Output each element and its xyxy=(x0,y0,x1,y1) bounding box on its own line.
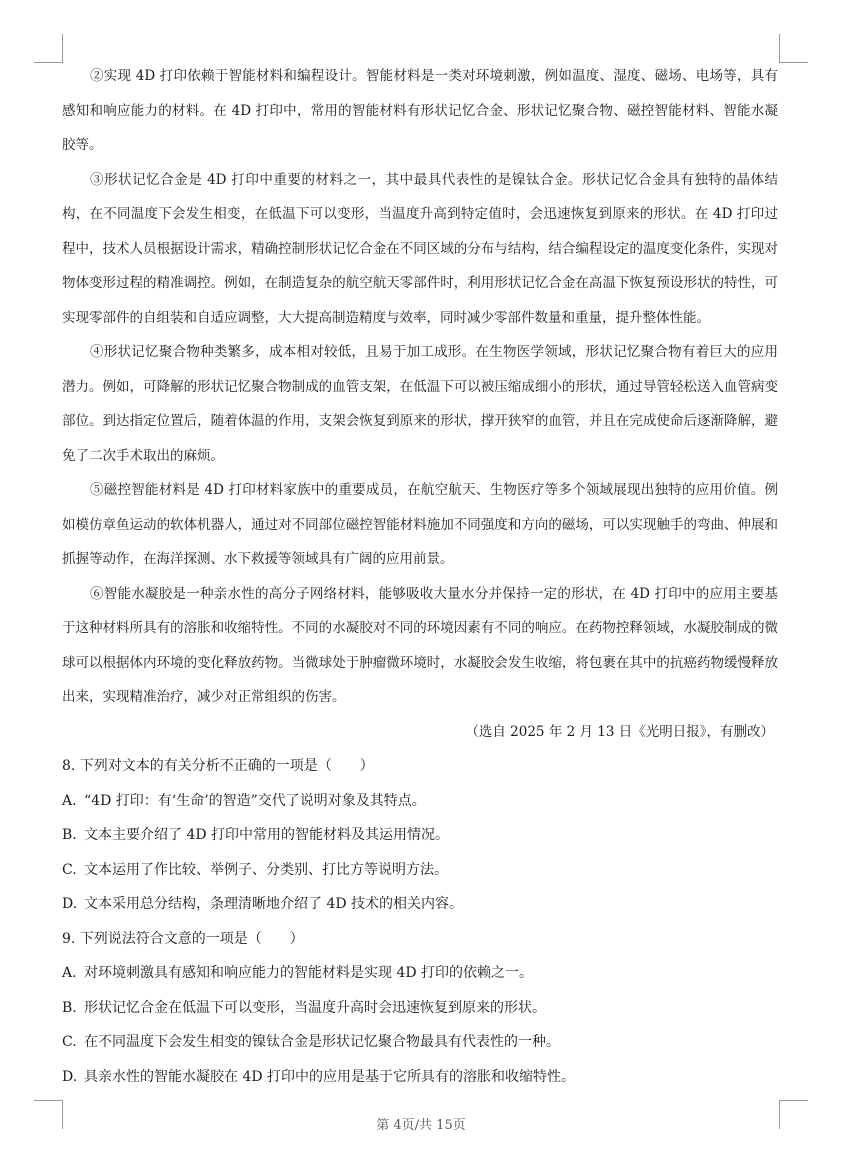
question-8 xyxy=(62,749,778,922)
option-letter: D. xyxy=(62,896,78,912)
option-letter: D. xyxy=(62,1068,78,1085)
crop-mark-top-left xyxy=(34,34,63,63)
option-c xyxy=(62,1025,778,1060)
option-text: 文本采用总分结构，条理清晰地介绍了 4D 技术的相关内容。 xyxy=(84,896,464,912)
question-stem: 9. 下列说法符合文意的一项是（ ） xyxy=(62,930,304,947)
option-text: 文本主要介绍了 4D 打印中常用的智能材料及其运用情况。 xyxy=(84,827,450,843)
option-text: 文本运用了作比较、举例子、分类别、打比方等说明方法。 xyxy=(84,861,448,878)
crop-mark-top-right xyxy=(779,34,808,63)
passage-paragraph-2: ②实现 4D 打印依赖于智能材料和编程设计。智能材料是一类对环境刺激，例如温度、湿度、磁场、电场等，具有感知和响应能力的材料。在 4D 打印中，常用的智能材料有形状记忆合金、形状记忆聚合物、磁控智能材料、智能水凝胶等。 xyxy=(62,68,778,153)
option-letter: C. xyxy=(62,861,77,878)
option-letter: B. xyxy=(62,999,77,1016)
option-text: 形状记忆合金在低温下可以变形，当温度升高时会迅速恢复到原来的形状。 xyxy=(84,999,546,1016)
option-d xyxy=(62,1060,778,1095)
source-citation: （选自 2025 年 2 月 13 日《光明日报》，有删改） xyxy=(465,723,774,740)
option-text: 在不同温度下会发生相变的镍钛合金是形状记忆聚合物最具有代表性的一种。 xyxy=(84,1034,560,1050)
passage-paragraph-5: ⑤磁控智能材料是 4D 打印材料家族中的重要成员，在航空航天、生物医疗等多个领域展现出独特的应用价值。例如模仿章鱼运动的软体机器人，通过对不同部位磁控智能材料施加不同强度和方向的磁场，可以实现触手的弯曲、伸展和抓握等动作，在海洋探测、水下救援等领域具有广阔的应用前景。 xyxy=(62,482,778,567)
option-text: 具亲水性的智能水凝胶在 4D 打印中的应用是基于它所具有的溶胀和收缩特性。 xyxy=(84,1068,576,1085)
question-stem: 8. 下列对文本的有关分析不正确的一项是（ ） xyxy=(62,758,374,774)
option-c xyxy=(62,853,778,888)
option-d xyxy=(62,887,778,922)
page-content xyxy=(62,59,778,1094)
option-text: 对环境刺激具有感知和响应能力的智能材料是实现 4D 打印的依赖之一。 xyxy=(84,965,534,981)
option-a xyxy=(62,956,778,991)
option-letter: A. xyxy=(62,792,77,809)
passage-paragraph-3: ③形状记忆合金是 4D 打印中重要的材料之一，其中最具代表性的是镍钛合金。形状记忆合金具有独特的晶体结构，在不同温度下会发生相变，在低温下可以变形，当温度升高到特定值时，会迅速恢复到原来的形状。在 4D 打印过程中，技术人员根据设计需求，精确控制形状记忆合金在不同区域的分布与结构，结合编程设定的温度变化条件，实现对物体变形过程的精准调控。例如，在制造复杂的航空航天零部件时，利用形状记忆合金在高温下恢复预设形状的特性，可实现零部件的自组装和自适应调整，大大提高制造精度与效率，同时减少零部件数量和重量，提升整体性能。 xyxy=(62,171,778,326)
option-a xyxy=(62,784,778,819)
option-text: “4D 打印：有‘生命’的智造”交代了说明对象及其特点。 xyxy=(84,792,426,809)
option-b xyxy=(62,818,778,853)
option-letter: C. xyxy=(62,1034,77,1050)
option-letter: A. xyxy=(62,965,77,981)
passage xyxy=(62,59,778,715)
option-b xyxy=(62,991,778,1026)
page-footer: 第 4页/共 15页 xyxy=(376,1118,466,1133)
passage-paragraph-4: ④形状记忆聚合物种类繁多，成本相对较低，且易于加工成形。在生物医学领域，形状记忆聚合物有着巨大的应用潜力。例如，可降解的形状记忆聚合物制成的血管支架，在低温下可以被压缩成细小的形状，通过导管轻松送入血管病变部位。到达指定位置后，随着体温的作用，支架会恢复到原来的形状，撑开狭窄的血管，并且在完成使命后逐渐降解，避免了二次手术取出的麻烦。 xyxy=(62,344,778,464)
passage-paragraph-6: ⑥智能水凝胶是一种亲水性的高分子网络材料，能够吸收大量水分并保持一定的形状，在 4D 打印中的应用主要基于这种材料所具有的溶胀和收缩特性。不同的水凝胶对不同的环境因素有不同的响应。在药物控释领域，水凝胶制成的微球可以根据体内环境的变化释放药物。当微球处于肿瘤微环境时，水凝胶会发生收缩，将包裹在其中的抗癌药物缓慢释放出来，实现精准治疗，减少对正常组织的伤害。 xyxy=(62,585,778,705)
option-letter: B. xyxy=(62,827,77,843)
question-9 xyxy=(62,922,778,1095)
